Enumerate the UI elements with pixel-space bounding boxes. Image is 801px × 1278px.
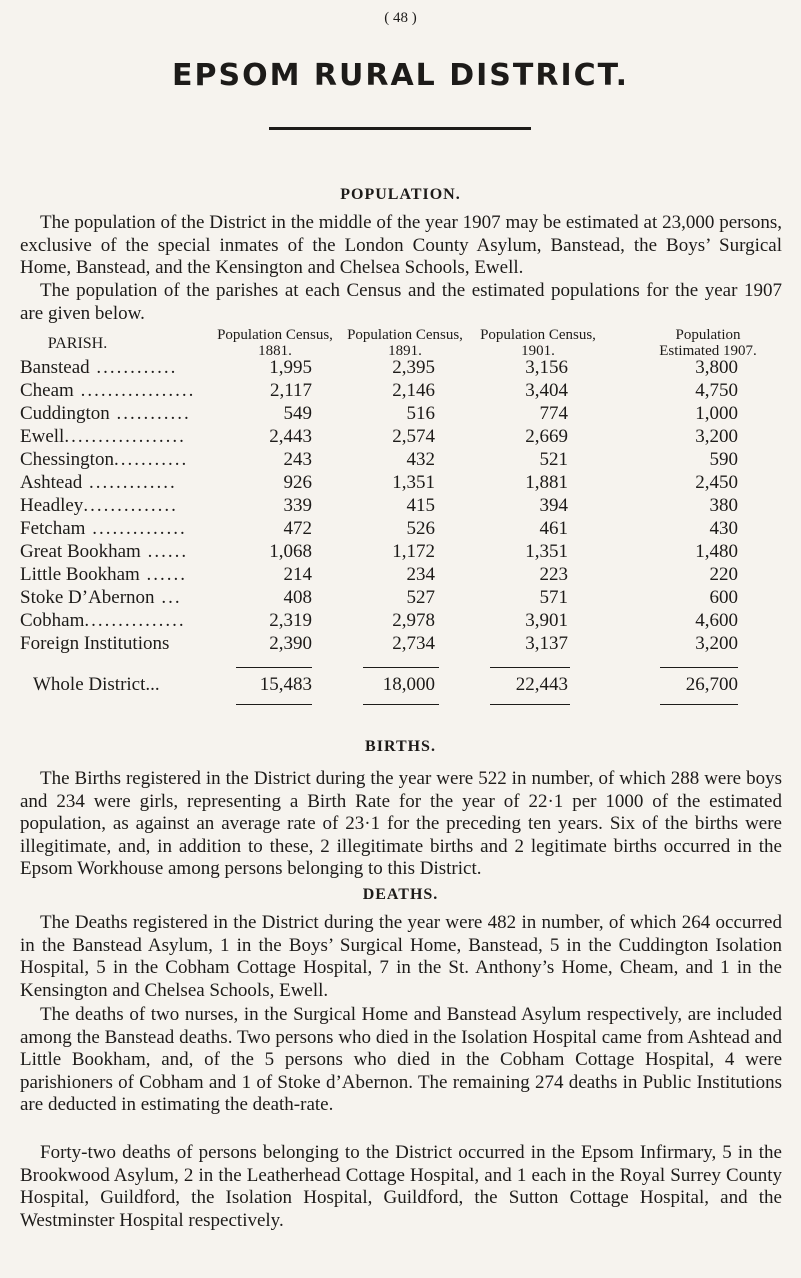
table-row-parish (20, 380, 195, 402)
population-heading: POPULATION. (340, 186, 461, 203)
table-cell-e1907: 3,800 (695, 357, 738, 378)
table-cell-c1881: 243 (283, 449, 312, 470)
table-cell-c1901: 3,901 (525, 610, 568, 631)
header-census-1901: Population Census, 1901. (480, 327, 596, 359)
table-cell-c1901: 571 (539, 587, 568, 608)
table-row-parish (20, 518, 187, 540)
table-row-parish (20, 587, 182, 609)
table-cell-c1881: 2,319 (269, 610, 312, 631)
total-rule (236, 667, 312, 668)
table-row-parish (20, 472, 177, 494)
table-cell-c1901: 3,137 (525, 633, 568, 654)
population-paragraph-1: The population of the District in the middle of the year 1907 may be estimated at 23,000 persons, exclusive of the special inmates of the London County Asylum, Banstead, the Boys’ Surgical Home, Banstead, and the Kensington and Chelsea Schools, Ewell. (20, 212, 782, 278)
total-cell-c1891: 18,000 (382, 674, 435, 695)
table-cell-c1891: 2,978 (392, 610, 435, 631)
births-paragraph: The Births registered in the District during the year were 522 in number, of which 288 were boys and 234 were girls, representing a Birth Rate for the year of 22·1 per 1000 of the estimated population, as against an average rate of 23·1 for the preceding ten years. Six of the births were illegitimate, and, in addition to these, 2 illegitimate births and 2 legitimate births occurred in the Epsom Workhouse among persons belonging to this District. (20, 768, 782, 879)
parish-name: Foreign Institutions (20, 633, 170, 654)
total-rule (236, 704, 312, 705)
leader-dots: .............. (83, 495, 178, 516)
page-number: ( 48 ) (384, 10, 417, 26)
table-cell-c1881: 1,068 (269, 541, 312, 562)
parish-name: Cheam (20, 380, 74, 401)
table-cell-e1907: 4,600 (695, 610, 738, 631)
parish-name: Great Bookham (20, 541, 141, 562)
table-cell-c1891: 234 (406, 564, 435, 585)
total-rule (490, 704, 570, 705)
header-estimated-1907: Population Estimated 1907. (659, 327, 757, 359)
leader-dots: ............ (89, 357, 178, 378)
table-cell-c1891: 526 (406, 518, 435, 539)
parish-name: Cuddington (20, 403, 110, 424)
table-cell-e1907: 220 (709, 564, 738, 585)
title-divider (269, 127, 531, 130)
table-cell-c1891: 2,146 (392, 380, 435, 401)
table-cell-c1901: 2,669 (525, 426, 568, 447)
table-cell-c1881: 339 (283, 495, 312, 516)
table-cell-c1901: 774 (539, 403, 568, 424)
population-paragraph-2: The population of the parishes at each Census and the estimated populations for the year 1907 are given below. (20, 280, 782, 324)
leader-dots: ...... (139, 564, 188, 585)
table-cell-e1907: 3,200 (695, 633, 738, 654)
table-cell-c1891: 527 (406, 587, 435, 608)
table-cell-c1891: 2,734 (392, 633, 435, 654)
leader-dots: ................. (73, 380, 196, 401)
leader-dots: ........... (113, 449, 189, 470)
header-census-1891: Population Census, 1891. (347, 327, 463, 359)
table-cell-c1881: 2,390 (269, 633, 312, 654)
parish-name: Ashtead (20, 472, 83, 493)
table-cell-c1881: 214 (283, 564, 312, 585)
table-cell-e1907: 2,450 (695, 472, 738, 493)
total-rule (490, 667, 570, 668)
page-title: EPSOM RURAL DISTRICT. (172, 58, 629, 93)
parish-name: Little Bookham (20, 564, 140, 585)
total-cell-c1901: 22,443 (515, 674, 568, 695)
table-cell-c1901: 521 (539, 449, 568, 470)
total-row-label: Whole District... (33, 674, 160, 695)
table-row-parish (20, 403, 191, 425)
table-cell-e1907: 430 (709, 518, 738, 539)
table-cell-c1881: 1,995 (269, 357, 312, 378)
table-cell-c1891: 516 (406, 403, 435, 424)
total-rule (660, 704, 738, 705)
table-cell-c1901: 461 (539, 518, 568, 539)
table-cell-e1907: 380 (709, 495, 738, 516)
table-row-parish (20, 610, 186, 632)
parish-name: Stoke D’Abernon (20, 587, 155, 608)
parish-name: Banstead (20, 357, 90, 378)
table-cell-c1901: 394 (539, 495, 568, 516)
table-cell-c1881: 472 (283, 518, 312, 539)
table-row-parish (20, 449, 188, 471)
table-cell-c1891: 2,574 (392, 426, 435, 447)
header-parish: PARISH. (47, 335, 108, 352)
total-rule (363, 667, 439, 668)
table-cell-c1881: 2,443 (269, 426, 312, 447)
header-census-1881: Population Census, 1881. (217, 327, 333, 359)
parish-name: Fetcham (20, 518, 86, 539)
total-cell-c1881: 15,483 (259, 674, 312, 695)
table-cell-c1901: 1,881 (525, 472, 568, 493)
table-cell-c1901: 223 (539, 564, 568, 585)
leader-dots: .............. (85, 518, 187, 539)
deaths-paragraph-2: The deaths of two nurses, in the Surgical Home and Banstead Asylum respectively, are included among the Banstead deaths. Two persons who died in the Isolation Hospital came from Ashtead and Little Bookham, and, of the 5 persons who died in the Cobham Cottage Hospital, 4 were parishioners of Cobham and 1 of Stoke d’Abernon. The remaining 274 deaths in Public Institutions are deducted in estimating the death-rate. (20, 1004, 782, 1115)
table-cell-e1907: 1,480 (695, 541, 738, 562)
parish-name: Chessington (20, 449, 114, 470)
total-cell-e1907: 26,700 (685, 674, 738, 695)
table-cell-c1881: 2,117 (269, 380, 312, 401)
table-cell-c1891: 2,395 (392, 357, 435, 378)
table-cell-c1901: 3,156 (525, 357, 568, 378)
table-cell-e1907: 600 (709, 587, 738, 608)
parish-name: Cobham (20, 610, 85, 631)
table-cell-c1901: 1,351 (525, 541, 568, 562)
table-row-parish (20, 541, 188, 563)
leader-dots: ... (154, 587, 182, 608)
table-cell-c1881: 408 (283, 587, 312, 608)
leader-dots: ............. (82, 472, 177, 493)
table-row-parish (20, 633, 169, 655)
parish-name: Ewell (20, 426, 65, 447)
births-heading: BIRTHS. (365, 738, 436, 755)
leader-dots: ...... (140, 541, 189, 562)
table-cell-c1891: 1,351 (392, 472, 435, 493)
total-rule (660, 667, 738, 668)
table-row-parish (20, 564, 187, 586)
table-cell-c1891: 415 (406, 495, 435, 516)
leader-dots: ............... (84, 610, 186, 631)
table-cell-e1907: 4,750 (695, 380, 738, 401)
table-cell-e1907: 590 (709, 449, 738, 470)
table-row-parish (20, 426, 186, 448)
deaths-heading: DEATHS. (362, 886, 439, 903)
total-rule (363, 704, 439, 705)
table-cell-c1881: 926 (283, 472, 312, 493)
deaths-paragraph-1: The Deaths registered in the District during the year were 482 in number, of which 264 occurred in the Banstead Asylum, 1 in the Boys’ Surgical Home, Banstead, 5 in the Cuddington Isolation Hospital, 5 in the Cobham Cottage Hospital, 7 in the St. Anthony’s Home, Cheam, and 1 in the Kensington and Chelsea Schools, Ewell. (20, 912, 782, 1001)
table-cell-c1891: 432 (406, 449, 435, 470)
table-cell-c1891: 1,172 (392, 541, 435, 562)
table-cell-e1907: 3,200 (695, 426, 738, 447)
table-cell-c1881: 549 (283, 403, 312, 424)
leader-dots: ........... (109, 403, 191, 424)
parish-name: Headley (20, 495, 84, 516)
table-cell-c1901: 3,404 (525, 380, 568, 401)
leader-dots: .................. (64, 426, 186, 447)
table-row-parish (20, 357, 177, 379)
table-row-parish (20, 495, 178, 517)
table-cell-e1907: 1,000 (695, 403, 738, 424)
deaths-paragraph-3: Forty-two deaths of persons belonging to the District occurred in the Epsom Infirmary, 5 in the Brookwood Asylum, 2 in the Leatherhead Cottage Hospital, and 1 each in the Royal Surrey County Hospital, Guildford, the Isolation Hospital, Guildford, the Sutton Cottage Hospital, and the Westminster Hospital respectively. (20, 1142, 782, 1231)
